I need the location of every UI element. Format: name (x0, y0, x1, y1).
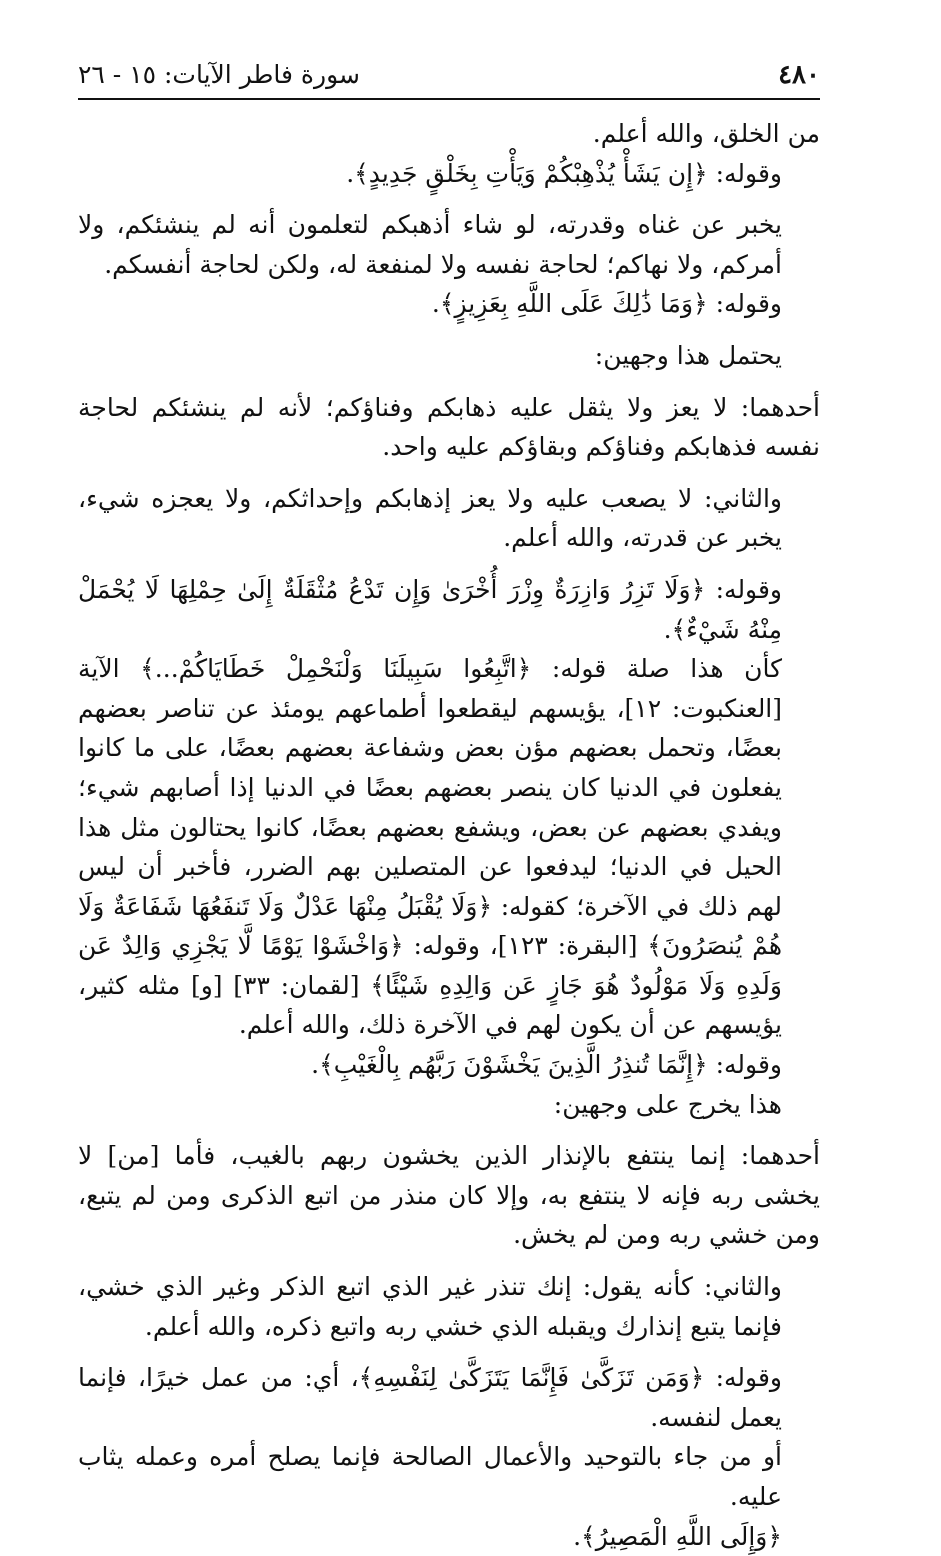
paragraph: يخبر عن غناه وقدرته، لو شاء أذهبكم لتعلمون أنه لم ينشئكم، ولا أمركم، ولا نهاكم؛ لحاجة نفسه ولا لمنفعة له، ولكن لحاجة أنفسكم. (78, 210, 782, 279)
running-title: سورة فاطر الآيات: ١٥ - ٢٦ (78, 60, 360, 89)
paragraph: أحدهما: إنما ينتفع بالإنذار الذين يخشون ربهم بالغيب، فأما [من] لا يخشى ربه فإنه لا ينتفع به، وإلا كان منذر من اتبع الذكرى ومن لم يتبع، ومن خشي ربه ومن لم يخش. (78, 1141, 820, 1250)
quran-verse-paragraph: وقوله: ﴿إِنَّمَا تُنذِرُ الَّذِينَ يَخْشَوْنَ رَبَّهُم بِالْغَيْبِ﴾. (311, 1050, 782, 1080)
quran-verse-paragraph: وقوله: ﴿وَمَا ذَٰلِكَ عَلَى اللَّهِ بِعَزِيزٍ﴾. (431, 289, 782, 319)
paragraph: أو من جاء بالتوحيد والأعمال الصالحة فإنما يصلح أمره وعمله يثاب عليه. (78, 1442, 782, 1511)
quran-verse-paragraph: وقوله: ﴿وَمَن تَزَكَّىٰ فَإِنَّمَا يَتَزَكَّىٰ لِنَفْسِهِ﴾، أي: من عمل خيرًا، فإنما يعمل لنفسه. (78, 1363, 782, 1432)
paragraph: كأن هذا صلة قوله: ﴿اتَّبِعُوا سَبِيلَنَا وَلْنَحْمِلْ خَطَايَاكُمْ...﴾ الآية [العنكبوت: ١٢]، يؤيسهم ليقطعوا أطماعهم يومئذ عن تناصر بعضهم بعضًا، وتحمل بعضهم مؤن بعض وشفاعة بعضهم بعضًا، على ما كانوا يفعلون في الدنيا كان ينصر بعضهم بعضًا في الدنيا إذا أصابهم شيء؛ ويفدي بعضهم عن بعض، ويشفع بعضهم بعضًا، كانوا يحتالون مثل هذا الحيل في الدنيا؛ ليدفعوا عن المتصلين بهم الضرر، فأخبر أن ليس لهم ذلك في الآخرة؛ كقوله: ﴿وَلَا يُقْبَلُ مِنْهَا عَدْلٌ وَلَا تَنفَعُهَا شَفَاعَةٌ وَلَا هُمْ يُنصَرُونَ﴾ [البقرة: ١٢٣]، وقوله: ﴿وَاخْشَوْا يَوْمًا لَّا يَجْزِي وَالِدٌ عَن وَلَدِهِ وَلَا مَوْلُودٌ هُوَ جَازٍ عَن وَالِدِهِ شَيْئًا﴾ [لقمان: ٣٣] [و] مثله كثير، يؤيسهم عن أن يكون لهم في الآخرة ذلك، والله أعلم. (78, 654, 783, 1040)
quran-verse-paragraph: وقوله: ﴿إِن يَشَأْ يُذْهِبْكُمْ وَيَأْتِ بِخَلْقٍ جَدِيدٍ﴾. (346, 158, 782, 188)
page-number: ٤٨٠ (778, 60, 820, 90)
paragraph: أحدهما: لا يعز ولا يثقل عليه ذهابكم وفناؤكم؛ لأنه لم ينشئكم لحاجة نفسه فذهابكم وفناؤكم وبقاؤكم عليه واحد. (78, 392, 820, 462)
paragraph: والثاني: كأنه يقول: إنك تنذر غير الذي اتبع الذكر وغير الذي خشي، فإنما يتبع إنذارك ويقبله الذي خشي ربه واتبع ذكره، والله أعلم. (78, 1272, 782, 1341)
page-header (78, 58, 820, 100)
quran-verse-paragraph: ﴿وَإِلَى اللَّهِ الْمَصِيرُ﴾. (573, 1521, 782, 1551)
paragraph: من الخلق، والله أعلم. (592, 119, 820, 148)
paragraph: يحتمل هذا وجهين: (594, 340, 782, 370)
paragraph: هذا يخرج على وجهين: (553, 1089, 782, 1119)
page-body (78, 114, 820, 1556)
paragraph: والثاني: لا يصعب عليه ولا يعز إذهابكم وإحداثكم، ولا يعجزه شيء، يخبر عن قدرته، والله أعلم. (78, 483, 782, 553)
quran-verse-paragraph: وقوله: ﴿وَلَا تَزِرُ وَازِرَةٌ وِزْرَ أُخْرَىٰ وَإِن تَدْعُ مُثْقَلَةٌ إِلَىٰ حِمْلِهَا لَا يُحْمَلْ مِنْهُ شَيْءٌ﴾. (78, 574, 782, 644)
